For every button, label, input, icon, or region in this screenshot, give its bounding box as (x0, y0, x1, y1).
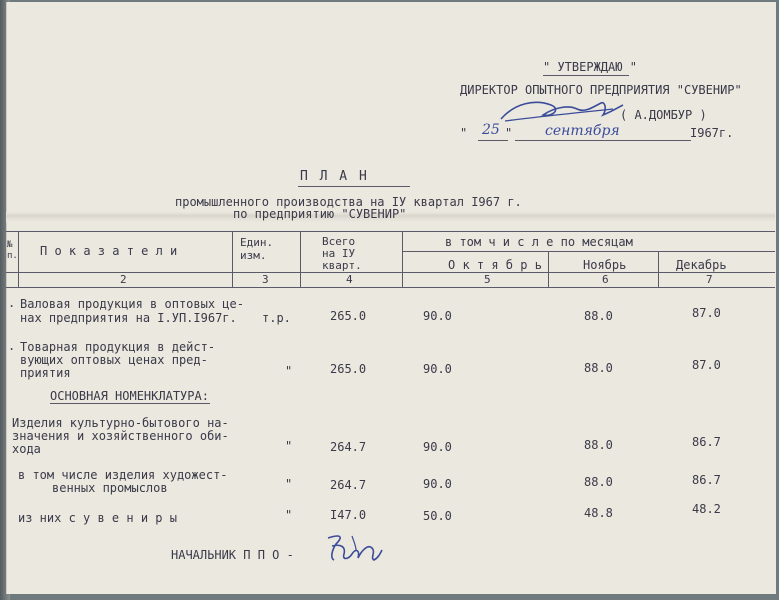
row-indicator-line: приятия (20, 366, 71, 380)
header-total-line2: на IУ (322, 247, 356, 260)
colnum-2: 2 (120, 273, 127, 286)
header-december: Декабрь (676, 258, 727, 272)
date-quote-open: " (460, 126, 468, 140)
row-november: 88.0 (584, 309, 613, 323)
row-december: 48.2 (692, 502, 721, 516)
col-divider-3 (300, 231, 301, 287)
plan-title: П Л А Н (300, 169, 369, 184)
plan-title-underline (298, 186, 410, 187)
row-bullet: . (8, 296, 16, 310)
row-unit: т.р. (262, 311, 291, 325)
approval-position: ДИРЕКТОР ОПЫТНОГО ПРЕДПРИЯТИЯ "СУВЕНИР" (460, 83, 742, 97)
row-december: 86.7 (692, 473, 721, 487)
row-total: 265.0 (330, 362, 367, 376)
section-heading: ОСНОВНАЯ НОМЕНКЛАТУРА: (50, 389, 209, 403)
colnum-5: 5 (484, 273, 491, 286)
date-quote-close: " (505, 126, 513, 140)
row-october: 50.0 (423, 509, 452, 523)
header-total-line3: кварт. (322, 259, 362, 272)
row-october: 90.0 (423, 362, 452, 376)
row-indicator-line: хода (12, 442, 41, 456)
date-day: 25 (482, 122, 500, 138)
date-month: сентября (545, 123, 620, 139)
row-unit: " (285, 477, 293, 491)
row-october: 90.0 (423, 440, 452, 454)
row-unit: " (285, 508, 293, 522)
row-total: 264.7 (330, 440, 367, 454)
row-indicator-line: вующих оптовых ценах пред- (20, 353, 208, 367)
col-divider-2 (232, 231, 233, 287)
col-divider-1 (18, 231, 19, 287)
row-december: 87.0 (692, 306, 721, 320)
row-indicator-line: в том числе изделия художест- (18, 468, 228, 482)
table-colnum-bottom-border (6, 287, 775, 288)
row-indicator-line: Товарная продукция в дейст- (20, 340, 216, 354)
colnum-4: 4 (346, 273, 353, 286)
row-indicator-line: значения и хозяйственного оби- (12, 429, 229, 443)
row-indicator-line: Валовая продукция в оптовых це- (20, 297, 244, 311)
plan-subtitle-line2: по предприятию "СУВЕНИР" (233, 207, 407, 221)
row-indicator-line: Изделия культурно-бытового на- (12, 416, 229, 430)
plan-subtitle-line1: промышленного производства на IУ квартал I967 г. (175, 195, 522, 209)
row-total: 264.7 (330, 478, 367, 492)
row-indicator-line: нах предприятия на I.УП.I967г. (20, 311, 237, 325)
header-unit-line1: Един. (240, 236, 274, 249)
department-head-signature (322, 530, 386, 566)
col-divider-5 (548, 251, 549, 287)
header-october: О к т я б р ь (448, 258, 542, 272)
row-indicator-line: венных промыслов (52, 481, 168, 495)
header-total-line1: Всего (322, 235, 356, 248)
row-unit: " (285, 439, 293, 453)
row-october: 90.0 (423, 477, 452, 491)
date-month-underline (515, 140, 691, 141)
row-december: 86.7 (692, 435, 721, 449)
header-indicator: П о к а з а т е л и (40, 244, 178, 258)
row-november: 88.0 (584, 475, 613, 489)
row-total: 265.0 (330, 309, 367, 323)
header-months-group: в том ч и с л е по месяцам (445, 235, 633, 249)
header-unit-line2: изм. (240, 249, 267, 262)
header-num: № п. (7, 240, 18, 261)
row-december: 87.0 (692, 358, 721, 372)
section-heading-underline (50, 403, 210, 404)
colnum-6: 6 (602, 273, 609, 286)
date-year: I967г. (690, 126, 734, 140)
row-total: I47.0 (330, 508, 367, 522)
row-october: 90.0 (423, 309, 452, 323)
row-november: 88.0 (584, 438, 613, 452)
row-november: 88.0 (584, 361, 613, 375)
table-top-border (6, 231, 775, 232)
date-day-underline (478, 140, 508, 141)
col-divider-4 (402, 231, 403, 287)
col-divider-6 (658, 251, 659, 287)
row-indicator-line: из них с у в е н и р ы (18, 511, 177, 525)
approval-title: " УТВЕРЖДАЮ " (543, 60, 637, 74)
colnum-7: 7 (706, 273, 713, 286)
row-bullet: . (8, 339, 16, 353)
director-name: ( А.ДОМБУР ) (620, 108, 707, 122)
months-group-divider (402, 251, 775, 252)
approval-title-underline (543, 75, 629, 76)
footer-signatory: НАЧАЛЬНИК П П О - (171, 548, 294, 562)
row-unit: " (285, 364, 293, 378)
row-november: 48.8 (584, 506, 613, 520)
colnum-3: 3 (262, 273, 269, 286)
header-november: Ноябрь (583, 258, 627, 272)
